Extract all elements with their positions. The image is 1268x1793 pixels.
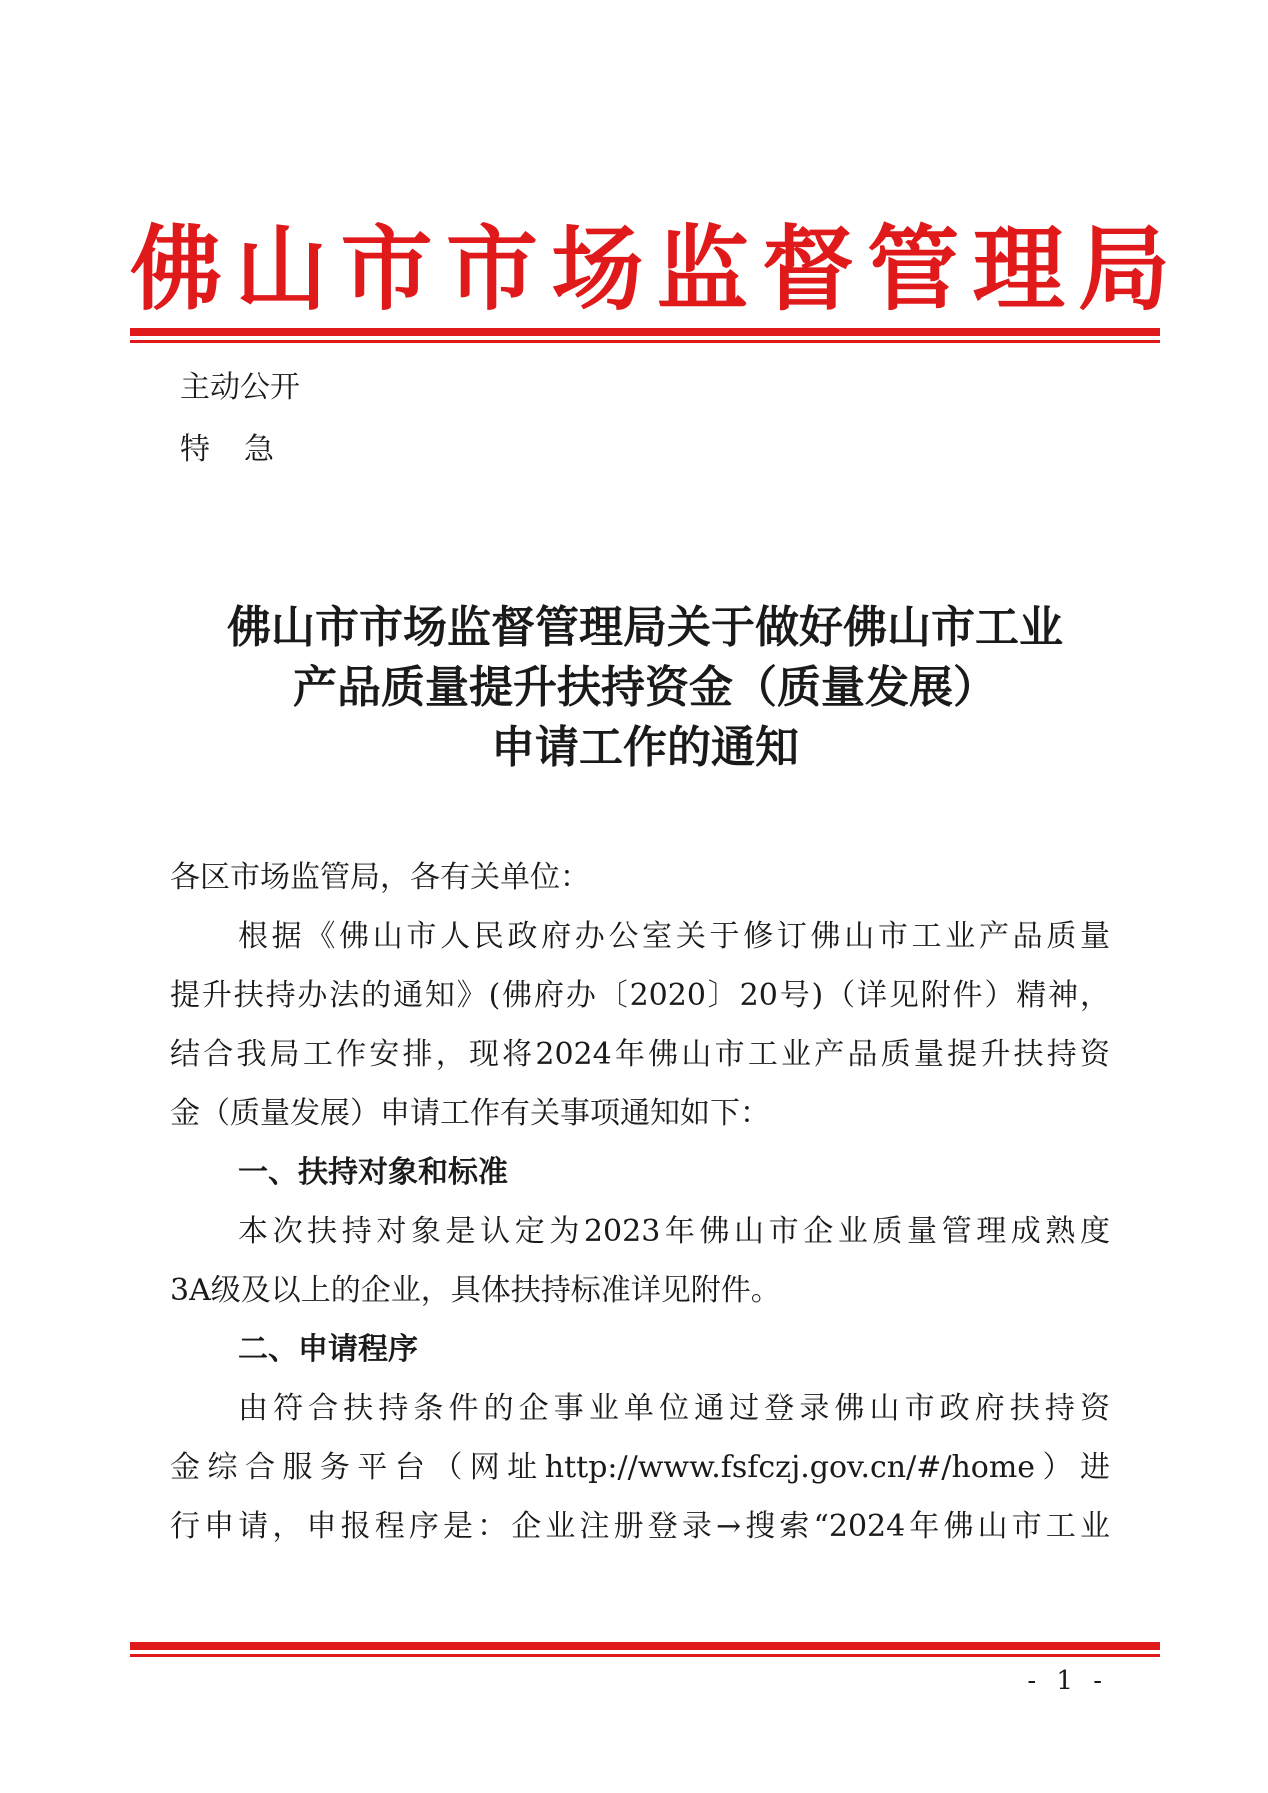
title-line: 产品质量提升扶持资金（质量发展）	[293, 662, 997, 713]
title-line: 佛山市市场监督管理局关于做好佛山市工业	[227, 602, 1063, 653]
agency-name-char: 市	[445, 215, 538, 323]
salutation: 各区市场监管局，各有关单位：	[170, 860, 590, 895]
body-line: 本次扶持对象是认定为2023年佛山市企业质量管理成熟度	[238, 1214, 1110, 1249]
urgency-label: 特急	[180, 432, 308, 467]
document-title	[130, 598, 1160, 778]
body-line: 金综合服务平台（网址http://www.fsfczj.gov.cn/#/home）进	[170, 1450, 1110, 1485]
agency-name-char: 监	[656, 215, 749, 323]
agency-name-char: 督	[761, 215, 854, 323]
body-line: 由符合扶持条件的企事业单位通过登录佛山市政府扶持资	[238, 1391, 1110, 1426]
agency-name-char: 局	[1077, 215, 1170, 323]
title-line: 申请工作的通知	[491, 722, 799, 773]
body-line: 结合我局工作安排，现将2024年佛山市工业产品质量提升扶持资	[170, 1037, 1110, 1072]
agency-name-char: 山	[235, 215, 328, 323]
page-number: - 1 -	[1027, 1666, 1108, 1696]
section-heading: 二、申请程序	[238, 1332, 418, 1367]
disclosure-label: 主动公开	[180, 370, 300, 405]
header-red-rule-thick	[130, 328, 1160, 336]
section-heading: 一、扶持对象和标准	[238, 1155, 508, 1190]
body-line: 行申请，申报程序是：企业注册登录→搜索“2024年佛山市工业	[170, 1509, 1110, 1544]
header-red-rule-thin	[130, 340, 1160, 343]
document-body	[170, 848, 1110, 1556]
footer-red-rule-thick	[130, 1642, 1160, 1650]
agency-name-header	[130, 214, 1170, 324]
agency-name-char: 理	[972, 215, 1065, 323]
body-line: 根据《佛山市人民政府办公室关于修订佛山市工业产品质量	[238, 919, 1110, 954]
body-line: 3A级及以上的企业，具体扶持标准详见附件。	[170, 1273, 781, 1308]
body-line: 金（质量发展）申请工作有关事项通知如下：	[170, 1096, 770, 1131]
body-line: 提升扶持办法的通知》(佛府办〔2020〕20号)（详见附件）精神，	[170, 978, 1110, 1013]
footer-red-rule-thin	[130, 1654, 1160, 1657]
agency-name-char: 市	[340, 215, 433, 323]
agency-name-char: 场	[551, 215, 644, 323]
agency-name-char: 管	[867, 215, 960, 323]
agency-name-char: 佛	[130, 215, 223, 323]
